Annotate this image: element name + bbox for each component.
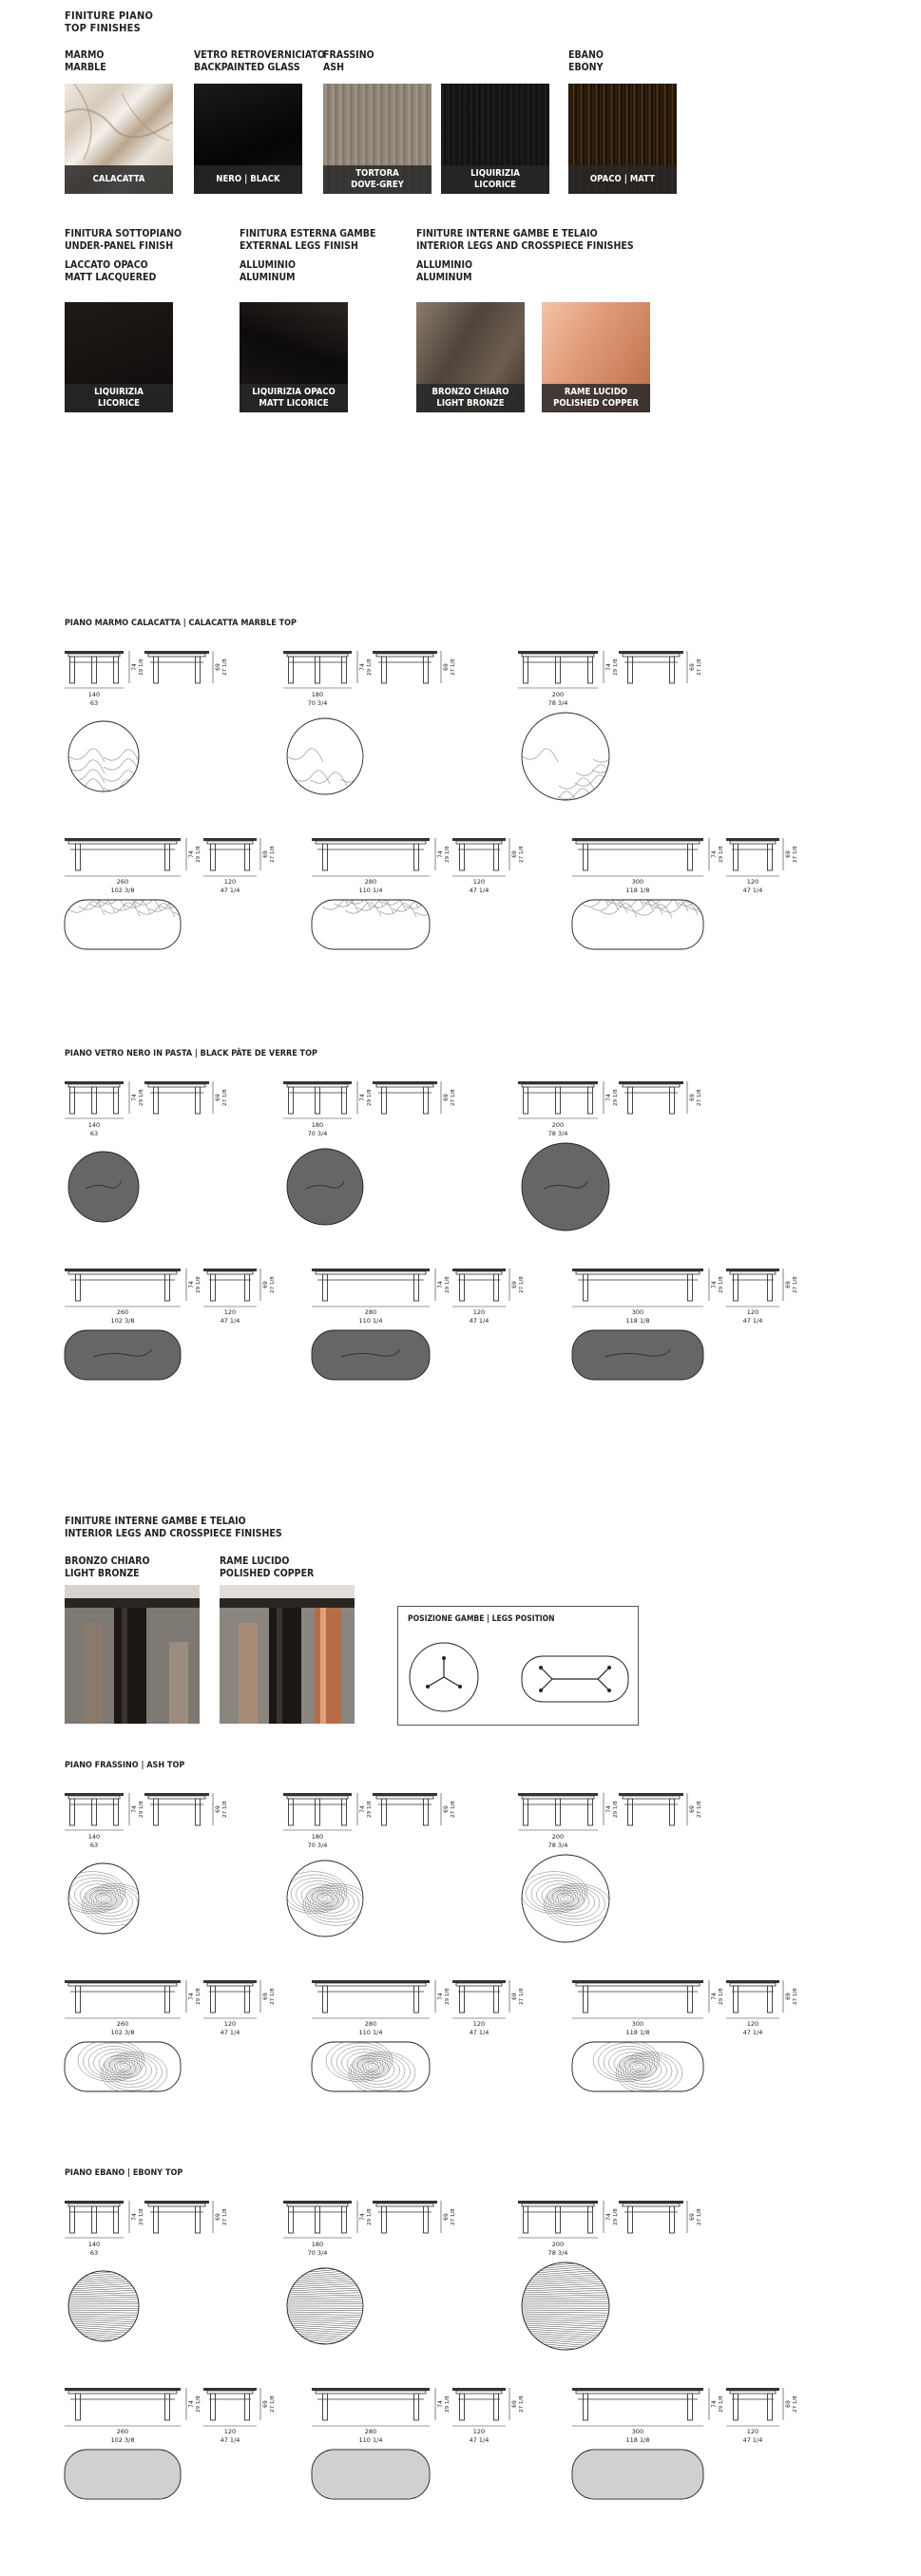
height-in-label: 27 1/8: [270, 1988, 276, 2005]
swatch-caption: BRONZO CHIARO LIGHT BRONZE: [416, 384, 525, 412]
section-title-glass: PIANO VETRO NERO IN PASTA | BLACK PÂTE DE VERRE TOP: [65, 1049, 317, 1059]
section-title-ebony: PIANO EBANO | EBONY TOP: [65, 2168, 182, 2178]
height-cm-label: 74: [131, 1094, 138, 1101]
width-cm-label: 180: [312, 1833, 323, 1841]
height-in-label: 29 1/8: [139, 1089, 144, 1106]
ebony-drawings: [0, 2177, 921, 2576]
side-cm-label: 120: [747, 878, 758, 886]
height-in-label: 29 1/8: [613, 658, 619, 676]
top-texture: [65, 1330, 181, 1380]
height-cm-label: 69: [443, 1805, 450, 1813]
height-in-label: 29 1/8: [367, 658, 373, 676]
front-view-oval: [452, 1980, 506, 2013]
height-cm-label: 69: [785, 1993, 792, 2000]
front-view-round: [373, 2201, 437, 2233]
front-view-round: [619, 651, 683, 683]
front-view-oval: [203, 2388, 257, 2420]
top-texture: [287, 718, 393, 837]
width-in-label: 102 3/8: [111, 1317, 135, 1325]
legs-position-diagrams: [398, 1607, 638, 1725]
top-finishes-title: FINITURE PIANO TOP FINISHES: [65, 10, 153, 34]
height-in-label: 27 1/8: [519, 1988, 525, 2005]
swatch-caption: LIQUIRIZIA OPACO MATT LICORICE: [240, 384, 348, 412]
swatch-opaco-matt[interactable]: [568, 84, 677, 194]
front-view-round: [373, 1793, 437, 1825]
height-in-label: 29 1/8: [196, 846, 201, 863]
front-view-oval: [203, 1269, 257, 1301]
height-in-label: 29 1/8: [445, 1988, 451, 2005]
swatch-caption: LIQUIRIZIA LICORICE: [441, 165, 549, 194]
height-in-label: 27 1/8: [222, 1089, 228, 1106]
width-in-label: 78 3/4: [548, 1841, 568, 1849]
swatch-caption: LIQUIRIZIA LICORICE: [65, 384, 173, 412]
front-view-round: [144, 2201, 209, 2233]
front-view-round: [373, 1081, 437, 1114]
width-in-label: 70 3/4: [308, 1130, 328, 1137]
swatch-nero-black[interactable]: [194, 84, 302, 194]
width-in-label: 102 3/8: [111, 887, 135, 894]
side-view-oval: [312, 1980, 430, 2013]
height-in-label: 29 1/8: [719, 846, 724, 863]
swatch-caption: NERO | BLACK: [194, 165, 302, 194]
front-view-oval: [203, 838, 257, 870]
height-cm-label: 74: [605, 1805, 612, 1813]
width-cm-label: 140: [88, 691, 100, 698]
height-cm-label: 69: [689, 663, 696, 671]
side-in-label: 47 1/4: [470, 1317, 489, 1325]
front-view-round: [619, 1793, 683, 1825]
width-cm-label: 260: [117, 2428, 128, 2435]
width-in-label: 118 1/8: [626, 1317, 650, 1325]
front-view-oval: [726, 1980, 779, 2013]
height-in-label: 29 1/8: [445, 2395, 451, 2413]
height-cm-label: 69: [215, 663, 221, 671]
height-cm-label: 74: [131, 1805, 138, 1813]
height-cm-label: 69: [511, 1993, 518, 2000]
height-cm-label: 69: [511, 1281, 518, 1288]
height-cm-label: 74: [605, 663, 612, 671]
swatch-caption: OPACO | MATT: [568, 165, 677, 194]
height-cm-label: 74: [131, 663, 138, 671]
height-in-label: 29 1/8: [719, 2395, 724, 2413]
glass-drawings: [0, 1058, 921, 1457]
side-cm-label: 120: [473, 2428, 485, 2435]
height-in-label: 29 1/8: [196, 1988, 201, 2005]
side-cm-label: 120: [224, 2428, 236, 2435]
height-in-label: 27 1/8: [451, 658, 456, 676]
height-cm-label: 69: [262, 2400, 269, 2408]
top-texture: [522, 1143, 609, 1231]
width-cm-label: 180: [312, 2241, 323, 2248]
height-in-label: 29 1/8: [367, 2208, 373, 2225]
side-view-round: [518, 2201, 598, 2233]
side-view-oval: [65, 1980, 181, 2013]
side-cm-label: 120: [224, 878, 236, 886]
finish-group-marble: MARMO MARBLE: [65, 49, 106, 73]
top-texture: [68, 2238, 139, 2375]
height-in-label: 27 1/8: [270, 2395, 276, 2413]
section-title-marble: PIANO MARMO CALACATTA | CALACATTA MARBLE TOP: [65, 619, 297, 628]
legs-position-box: [397, 1606, 639, 1726]
side-view-round: [518, 1081, 598, 1114]
width-in-label: 118 1/8: [626, 887, 650, 894]
height-cm-label: 69: [689, 1094, 696, 1101]
height-cm-label: 74: [437, 1281, 444, 1288]
height-cm-label: 74: [711, 1281, 718, 1288]
width-cm-label: 180: [312, 1121, 323, 1129]
height-cm-label: 69: [443, 2213, 450, 2221]
finish-group-ebony: EBANO EBONY: [568, 49, 604, 73]
width-cm-label: 300: [632, 878, 643, 886]
width-in-label: 70 3/4: [308, 1841, 328, 1849]
width-cm-label: 140: [88, 1121, 100, 1129]
top-texture: [572, 1330, 703, 1380]
height-cm-label: 74: [359, 1094, 366, 1101]
side-cm-label: 120: [747, 1308, 758, 1316]
front-view-round: [373, 651, 437, 683]
front-view-round: [144, 1081, 209, 1114]
finish-group-ash: FRASSINO ASH: [323, 49, 374, 73]
side-in-label: 47 1/4: [743, 2436, 763, 2444]
side-view-oval: [65, 838, 181, 870]
height-cm-label: 69: [785, 2400, 792, 2408]
width-in-label: 70 3/4: [308, 2249, 328, 2257]
swatch-liquirizia-lacquer[interactable]: [65, 302, 173, 412]
width-in-label: 63: [90, 1841, 98, 1849]
width-in-label: 63: [90, 2249, 98, 2257]
front-view-oval: [726, 838, 779, 870]
swatch-calacatta[interactable]: [65, 84, 173, 194]
photo-copper-legs: [220, 1585, 355, 1724]
side-view-round: [283, 651, 352, 683]
side-view-round: [283, 2201, 352, 2233]
height-cm-label: 69: [443, 1094, 450, 1101]
width-in-label: 78 3/4: [548, 699, 568, 707]
height-in-label: 27 1/8: [793, 2395, 798, 2413]
width-cm-label: 280: [365, 2428, 376, 2435]
height-in-label: 27 1/8: [222, 1801, 228, 1818]
side-view-oval: [572, 2388, 703, 2420]
height-cm-label: 69: [215, 1094, 221, 1101]
front-view-round: [619, 2201, 683, 2233]
width-cm-label: 180: [312, 691, 323, 698]
top-texture: [59, 1863, 148, 1934]
height-in-label: 29 1/8: [613, 1089, 619, 1106]
height-in-label: 27 1/8: [793, 1276, 798, 1293]
height-in-label: 29 1/8: [196, 1276, 201, 1293]
side-cm-label: 120: [747, 2020, 758, 2028]
height-in-label: 29 1/8: [719, 1276, 724, 1293]
height-cm-label: 74: [359, 1805, 366, 1813]
height-cm-label: 74: [359, 2213, 366, 2221]
side-in-label: 47 1/4: [470, 887, 489, 894]
width-in-label: 118 1/8: [626, 2029, 650, 2036]
legs-position-title: POSIZIONE GAMBE | LEGS POSITION: [408, 1614, 555, 1624]
width-in-label: 110 1/4: [359, 2029, 383, 2036]
side-view-oval: [572, 1269, 703, 1301]
width-in-label: 78 3/4: [548, 1130, 568, 1137]
height-cm-label: 74: [711, 1993, 718, 2000]
top-texture: [572, 2040, 703, 2094]
height-in-label: 27 1/8: [519, 846, 525, 863]
side-view-oval: [312, 2388, 430, 2420]
side-cm-label: 120: [473, 878, 485, 886]
height-in-label: 27 1/8: [697, 1801, 702, 1818]
swatch-caption: CALACATTA: [65, 165, 173, 194]
marble-drawings: [0, 627, 921, 1026]
height-cm-label: 74: [437, 2400, 444, 2408]
side-cm-label: 120: [473, 2020, 485, 2028]
top-texture: [312, 1330, 430, 1380]
side-cm-label: 120: [224, 2020, 236, 2028]
width-cm-label: 280: [365, 1308, 376, 1316]
side-view-oval: [312, 1269, 430, 1301]
height-in-label: 29 1/8: [719, 1988, 724, 2005]
swatch-rame-lucido[interactable]: [542, 302, 650, 412]
swatch-liquirizia-opaco[interactable]: [240, 302, 348, 412]
width-cm-label: 260: [117, 878, 128, 886]
width-in-label: 110 1/4: [359, 887, 383, 894]
interior-item-copper: RAME LUCIDO POLISHED COPPER: [220, 1555, 314, 1579]
side-in-label: 47 1/4: [743, 887, 763, 894]
height-cm-label: 74: [188, 1993, 195, 2000]
width-in-label: 102 3/8: [111, 2436, 135, 2444]
top-texture: [312, 892, 464, 949]
height-in-label: 29 1/8: [367, 1089, 373, 1106]
side-cm-label: 120: [224, 1308, 236, 1316]
width-cm-label: 200: [552, 2241, 564, 2248]
ash-drawings: [0, 1769, 921, 2168]
width-in-label: 102 3/8: [111, 2029, 135, 2036]
top-texture: [280, 1860, 370, 1937]
front-view-oval: [726, 1269, 779, 1301]
side-in-label: 47 1/4: [470, 2029, 489, 2036]
height-cm-label: 69: [511, 850, 518, 858]
height-in-label: 27 1/8: [519, 1276, 525, 1293]
height-cm-label: 69: [262, 1993, 269, 2000]
front-view-oval: [203, 1980, 257, 2013]
photo-bronze-legs: [65, 1585, 200, 1724]
interior-item-bronze: BRONZO CHIARO LIGHT BRONZE: [65, 1555, 150, 1579]
finish-group-glass: VETRO RETROVERNICIATO BACKPAINTED GLASS: [194, 49, 325, 73]
side-view-round: [65, 2201, 124, 2233]
side-in-label: 47 1/4: [470, 2436, 489, 2444]
side-in-label: 47 1/4: [743, 2029, 763, 2036]
height-in-label: 29 1/8: [445, 846, 451, 863]
width-cm-label: 140: [88, 2241, 100, 2248]
top-texture: [65, 892, 210, 949]
height-in-label: 27 1/8: [697, 2208, 702, 2225]
front-view-round: [144, 651, 209, 683]
width-in-label: 110 1/4: [359, 2436, 383, 2444]
front-view-oval: [726, 2388, 779, 2420]
height-cm-label: 74: [188, 2400, 195, 2408]
side-view-oval: [572, 1980, 703, 2013]
front-view-oval: [452, 1269, 506, 1301]
height-in-label: 29 1/8: [139, 658, 144, 676]
side-view-oval: [572, 838, 703, 870]
side-view-round: [65, 1793, 124, 1825]
width-cm-label: 280: [365, 878, 376, 886]
top-texture: [522, 2238, 609, 2375]
height-cm-label: 74: [188, 1281, 195, 1288]
swatch-caption: TORTORA DOVE-GREY: [323, 165, 432, 194]
front-view-oval: [452, 838, 506, 870]
finish-group-interior-legs: FINITURE INTERNE GAMBE E TELAIO INTERIOR LEGS AND CROSSPIECE FINISHES ALLUMINIO ALUMINUM: [416, 228, 634, 283]
width-cm-label: 280: [365, 2020, 376, 2028]
height-in-label: 29 1/8: [367, 1801, 373, 1818]
height-cm-label: 74: [605, 1094, 612, 1101]
swatch-tortora[interactable]: [323, 84, 432, 194]
width-cm-label: 260: [117, 2020, 128, 2028]
height-in-label: 27 1/8: [697, 1089, 702, 1106]
height-cm-label: 69: [215, 2213, 221, 2221]
swatch-liquirizia[interactable]: [441, 84, 549, 194]
interior-finishes-title: FINITURE INTERNE GAMBE E TELAIO INTERIOR LEGS AND CROSSPIECE FINISHES: [65, 1516, 282, 1539]
side-view-oval: [65, 2388, 181, 2420]
height-in-label: 27 1/8: [793, 1988, 798, 2005]
height-cm-label: 74: [359, 663, 366, 671]
side-view-round: [65, 1081, 124, 1114]
side-in-label: 47 1/4: [221, 1317, 240, 1325]
width-in-label: 63: [90, 1130, 98, 1137]
side-in-label: 47 1/4: [221, 887, 240, 894]
height-cm-label: 69: [443, 663, 450, 671]
height-cm-label: 74: [711, 2400, 718, 2408]
height-cm-label: 69: [689, 1805, 696, 1813]
width-cm-label: 200: [552, 691, 564, 698]
side-view-round: [65, 651, 124, 683]
height-cm-label: 69: [262, 1281, 269, 1288]
width-cm-label: 200: [552, 1121, 564, 1129]
height-cm-label: 69: [262, 850, 269, 858]
front-view-round: [144, 1793, 209, 1825]
width-in-label: 63: [90, 699, 98, 707]
height-in-label: 29 1/8: [613, 2208, 619, 2225]
width-in-label: 118 1/8: [626, 2436, 650, 2444]
height-cm-label: 69: [689, 2213, 696, 2221]
width-cm-label: 300: [632, 2020, 643, 2028]
width-cm-label: 300: [632, 2428, 643, 2435]
height-cm-label: 74: [131, 2213, 138, 2221]
front-view-oval: [452, 2388, 506, 2420]
top-texture: [572, 892, 733, 949]
height-in-label: 27 1/8: [451, 1801, 456, 1818]
width-in-label: 70 3/4: [308, 699, 328, 707]
height-in-label: 29 1/8: [139, 1801, 144, 1818]
top-texture: [287, 2238, 363, 2375]
side-view-oval: [65, 1269, 181, 1301]
height-cm-label: 69: [785, 1281, 792, 1288]
height-cm-label: 74: [437, 1993, 444, 2000]
height-in-label: 27 1/8: [451, 1089, 456, 1106]
finish-group-external-legs: FINITURA ESTERNA GAMBE EXTERNAL LEGS FINISH ALLUMINIO ALUMINUM: [240, 228, 375, 283]
height-in-label: 27 1/8: [793, 846, 798, 863]
side-in-label: 47 1/4: [743, 1317, 763, 1325]
swatch-caption: RAME LUCIDO POLISHED COPPER: [542, 384, 650, 412]
side-in-label: 47 1/4: [221, 2436, 240, 2444]
height-in-label: 27 1/8: [270, 846, 276, 863]
height-cm-label: 69: [215, 1805, 221, 1813]
height-in-label: 27 1/8: [697, 658, 702, 676]
height-in-label: 29 1/8: [445, 1276, 451, 1293]
swatch-bronzo-chiaro[interactable]: [416, 302, 525, 412]
height-cm-label: 74: [437, 850, 444, 858]
side-view-round: [518, 1793, 598, 1825]
width-in-label: 78 3/4: [548, 2249, 568, 2257]
height-cm-label: 74: [188, 850, 195, 858]
height-cm-label: 69: [785, 850, 792, 858]
height-in-label: 27 1/8: [519, 2395, 525, 2413]
section-title-ash: PIANO FRASSINO | ASH TOP: [65, 1761, 184, 1770]
height-in-label: 27 1/8: [270, 1276, 276, 1293]
width-in-label: 110 1/4: [359, 1317, 383, 1325]
height-in-label: 29 1/8: [196, 2395, 201, 2413]
finish-group-under-panel: FINITURA SOTTOPIANO UNDER-PANEL FINISH LACCATO OPACO MATT LACQUERED: [65, 228, 182, 283]
height-in-label: 29 1/8: [613, 1801, 619, 1818]
side-view-round: [283, 1081, 352, 1114]
side-cm-label: 120: [747, 2428, 758, 2435]
front-view-round: [619, 1081, 683, 1114]
width-cm-label: 260: [117, 1308, 128, 1316]
side-in-label: 47 1/4: [221, 2029, 240, 2036]
top-texture: [65, 2040, 181, 2094]
width-cm-label: 200: [552, 1833, 564, 1841]
height-in-label: 27 1/8: [451, 2208, 456, 2225]
height-in-label: 29 1/8: [139, 2208, 144, 2225]
top-texture: [312, 2040, 430, 2094]
height-cm-label: 74: [605, 2213, 612, 2221]
side-view-oval: [312, 838, 430, 870]
top-texture: [68, 721, 140, 824]
width-cm-label: 140: [88, 1833, 100, 1841]
width-cm-label: 300: [632, 1308, 643, 1316]
height-in-label: 27 1/8: [222, 658, 228, 676]
height-cm-label: 74: [711, 850, 718, 858]
side-cm-label: 120: [473, 1308, 485, 1316]
height-in-label: 27 1/8: [222, 2208, 228, 2225]
side-view-round: [283, 1793, 352, 1825]
side-view-round: [518, 651, 598, 683]
top-texture: [522, 713, 630, 842]
height-cm-label: 69: [511, 2400, 518, 2408]
